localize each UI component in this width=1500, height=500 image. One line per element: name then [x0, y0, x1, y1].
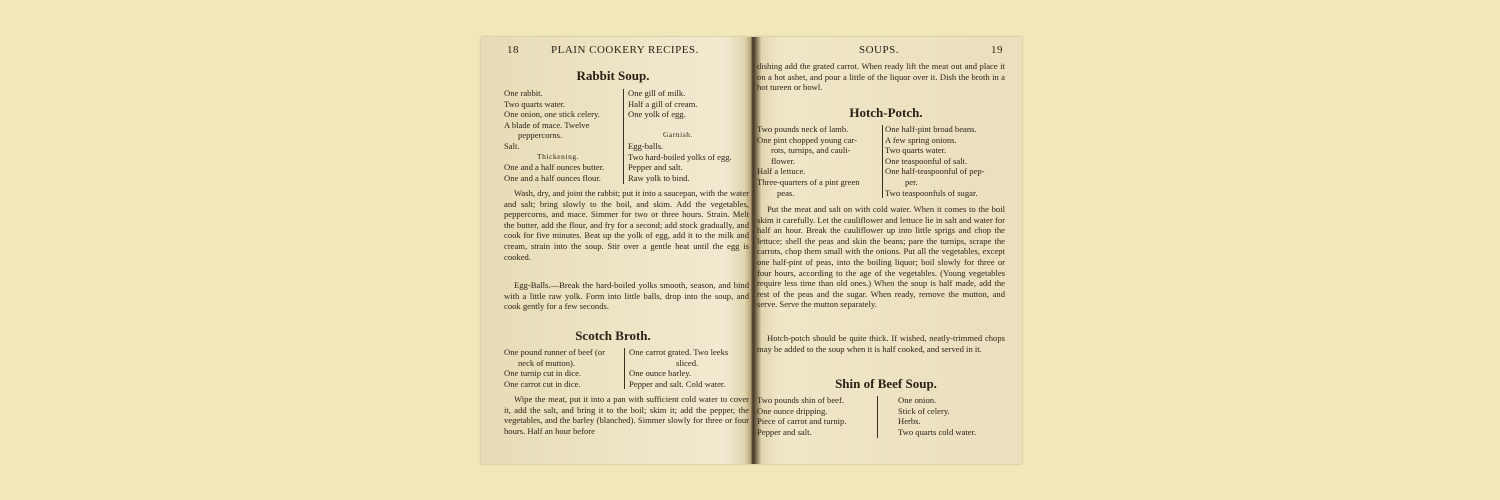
method-paragraph: Wash, dry, and joint the rabbit; put it into a saucepan, with the water and salt; bring slowly to the boil, and skim. Add the vegetables, peppercorns, and mace. Simmer for two or three hours. Strain. Melt the butter, add the flour, and fry for a second; add stock gradually, and cook for five minutes. Beat up the yolk of egg, add it to the milk and cream, strain into the soup. Stir over a gentle heat until the egg is cooked. [504, 188, 749, 262]
ingredient: Pepper and salt. Cold water. [629, 378, 726, 389]
ingredient: Raw yolk to bind. [628, 172, 690, 183]
ingredient: A few spring onions. [885, 134, 957, 145]
ingredient: One carrot grated. Two leeks [629, 347, 729, 357]
right-page [757, 37, 1022, 464]
ingredient: One and a half ounces flour. [504, 172, 601, 183]
ingredient: One yolk of egg. [628, 109, 686, 120]
column-divider [877, 396, 878, 438]
ingredient: Two hard-boiled yolks of egg. [628, 151, 732, 162]
column-divider [623, 89, 624, 184]
ingredient: Herbs. [898, 416, 921, 427]
ingredient: One carrot cut in dice. [504, 378, 581, 389]
ingredient: One gill of milk. [628, 88, 686, 98]
continued-paragraph: dishing add the grated carrot. When ready lift the meat out and place it on a hot ashet, and pour a little of the liquor over it. Dish the broth in a hot tureen or bowl. [757, 61, 1005, 93]
ingredient: Stick of celery. [898, 405, 950, 416]
ingredient: One half-pint broad beans. [885, 124, 977, 134]
ingredient: One ounce barley. [629, 368, 692, 379]
left-page [481, 37, 749, 464]
ingredient: rots, turnips, and cauli- [771, 145, 851, 156]
ingredient: Two teaspoonfuls of sugar. [885, 187, 978, 198]
section-label-thickening: Thickening. [537, 152, 580, 161]
open-book [481, 37, 1022, 464]
section-label-garnish: Garnish. [663, 130, 694, 139]
ingredient: peas. [777, 187, 795, 198]
ingredient: One onion, one stick celery. [504, 109, 600, 120]
ingredient: One pound runner of beef (or [504, 347, 605, 357]
ingredient: One teaspoonful of salt. [885, 155, 968, 166]
ingredient: One ounce dripping. [757, 405, 828, 416]
ingredient: neck of mutton). [518, 357, 576, 368]
ingredient: One and a half ounces butter. [504, 162, 605, 172]
ingredient: Half a lettuce. [757, 166, 806, 177]
recipe-title-rabbit-soup: Rabbit Soup. [576, 68, 650, 83]
ingredient: Two quarts cold water. [898, 426, 977, 437]
ingredient: One rabbit. [504, 88, 543, 98]
page-number: 18 [507, 44, 519, 56]
ingredient: peppercorns. [518, 130, 563, 141]
ingredient: Salt. [504, 141, 520, 151]
ingredient: Pepper and salt. [628, 162, 683, 173]
column-divider [882, 125, 883, 198]
recipe-title-scotch-broth: Scotch Broth. [575, 328, 651, 343]
ingredient: Half a gill of cream. [628, 98, 698, 109]
ingredient: Two quarts water. [504, 98, 566, 109]
page-number: 19 [991, 44, 1003, 56]
ingredient: One onion. [898, 395, 937, 405]
ingredient: per. [905, 177, 918, 187]
ingredient: Pepper and salt. [757, 426, 812, 437]
recipe-title-shin-of-beef-soup: Shin of Beef Soup. [835, 376, 937, 391]
note-paragraph: Hotch-potch should be quite thick. If wished, neatly-trimmed chops may be added to the soup when it is half cooked, and served in it. [757, 333, 1005, 354]
ingredient: One pint chopped young car- [757, 134, 858, 145]
ingredient: One half-teaspoonful of pep- [885, 166, 985, 177]
ingredient: Egg-balls. [628, 141, 664, 151]
ingredient: sliced. [676, 357, 699, 368]
ingredient: One turnip cut in dice. [504, 368, 582, 379]
ingredient: Three-quarters of a pint green [757, 177, 860, 187]
method-paragraph: Put the meat and salt on with cold water. When it comes to the boil skim it carefully. Let the cauliflower and lettuce lie in salt and water for half an hour. Break the cauliflower up into little sprigs and chop the lettuce; shell the peas and skin the beans; pare the turnips, scrape the carrots, chop them small with the onions. Put all the vegetables, except one half-pint of peas, into the boiling liquor; boil slowly for three or four hours, according to the age of the vegetables. (Young vegetables require less time than old ones.) When the soup is half made, add the rest of the peas and the sugar. When ready, remove the mutton, and serve. Serve the mutton separately. [757, 204, 1005, 310]
ingredient: Two quarts water. [885, 145, 947, 156]
running-head: PLAIN COOKERY RECIPES. [551, 44, 699, 56]
ingredient: Two pounds shin of beef. [757, 395, 844, 405]
ingredient: A blade of mace. Twelve [504, 119, 590, 130]
egg-balls-paragraph: Egg-Balls.—Break the hard-boiled yolks smooth, season, and bind with a little raw yolk. Form into little balls, drop into the soup, and cook gently for a few seconds. [504, 280, 749, 312]
column-divider [624, 348, 625, 389]
running-head: SOUPS. [859, 44, 899, 56]
ingredient: Piece of carrot and turnip. [757, 416, 847, 427]
ingredient: Two pounds neck of lamb. [757, 124, 849, 134]
method-paragraph: Wipe the meat, put it into a pan with sufficient cold water to cover it, add the salt, and bring it to the boil; skim it; add the pepper, the vegetables, and the barley (blanched). Simmer slowly for three or four hours. Half an hour before [504, 394, 749, 436]
recipe-title-hotch-potch: Hotch-Potch. [849, 105, 923, 120]
ingredient: flower. [771, 155, 796, 166]
